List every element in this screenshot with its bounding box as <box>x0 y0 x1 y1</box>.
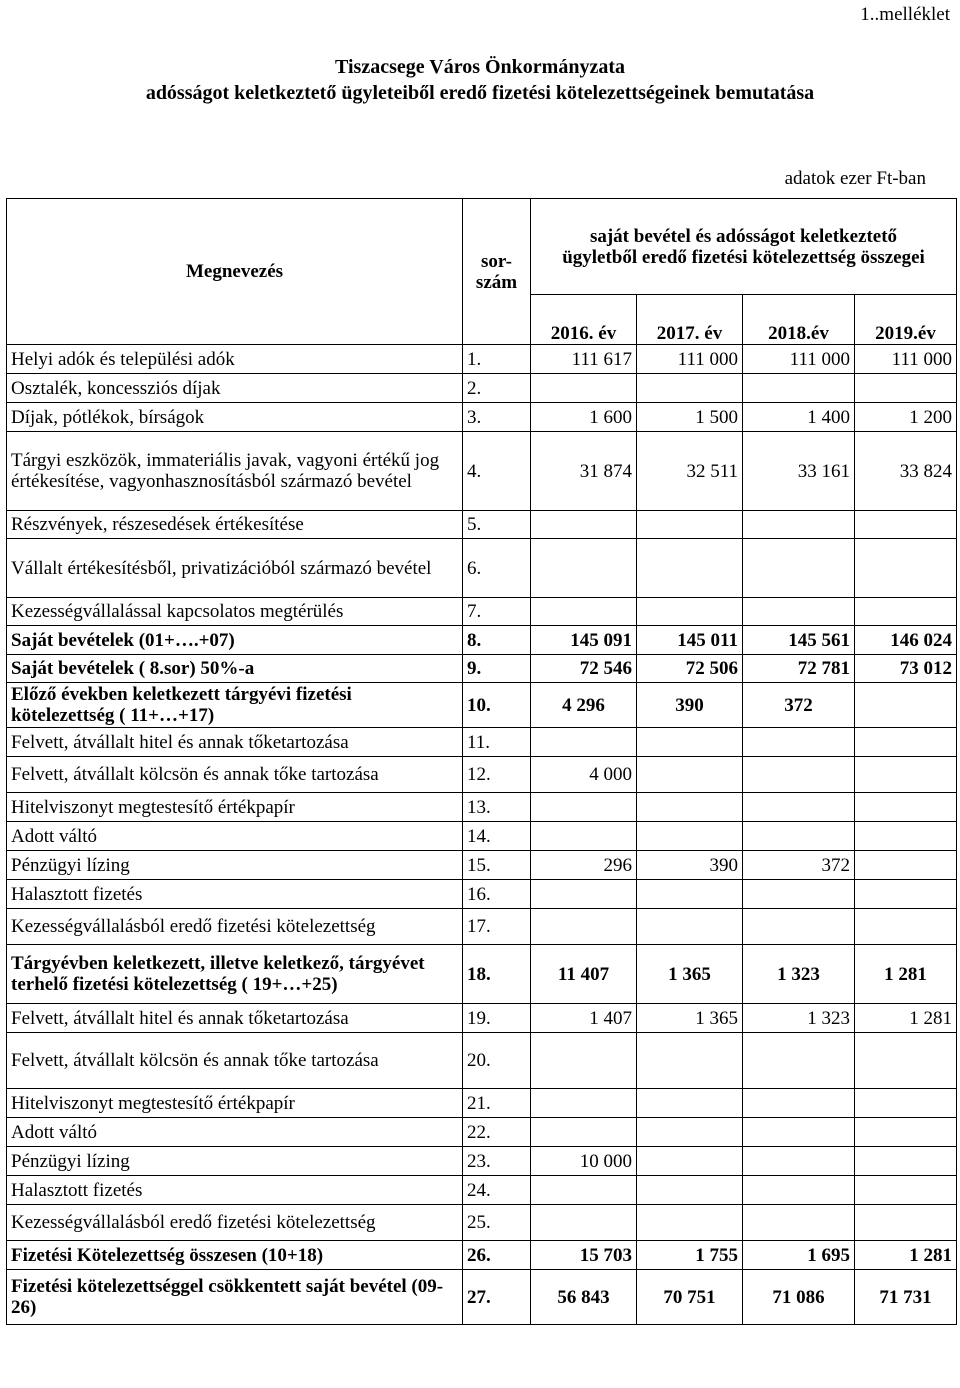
row-name: Halasztott fizetés <box>7 1176 463 1205</box>
row-value <box>855 880 957 909</box>
row-number: 8. <box>463 626 531 655</box>
row-value <box>743 1205 855 1241</box>
row-name: Halasztott fizetés <box>7 880 463 909</box>
header-year: 2019.év <box>855 295 957 345</box>
row-value <box>743 880 855 909</box>
row-value: 56 843 <box>531 1270 637 1325</box>
row-value <box>743 511 855 539</box>
row-value <box>855 1118 957 1147</box>
row-number: 23. <box>463 1147 531 1176</box>
row-name: Hitelviszonyt megtestesítő értékpapír <box>7 793 463 822</box>
row-name: Pénzügyi lízing <box>7 851 463 880</box>
row-value: 145 561 <box>743 626 855 655</box>
row-value: 296 <box>531 851 637 880</box>
header-row-number <box>463 199 531 345</box>
row-value: 146 024 <box>855 626 957 655</box>
row-value <box>637 728 743 757</box>
row-value <box>531 728 637 757</box>
header-year: 2017. év <box>637 295 743 345</box>
row-value <box>531 880 637 909</box>
row-value <box>743 728 855 757</box>
row-number: 5. <box>463 511 531 539</box>
row-name: Tárgyi eszközök, immateriális javak, vagyoni értékű jog értékesítése, vagyonhasznosításból származó bevétel <box>7 432 463 511</box>
row-value <box>637 757 743 793</box>
row-value: 10 000 <box>531 1147 637 1176</box>
row-value <box>637 1147 743 1176</box>
row-value: 1 200 <box>855 403 957 432</box>
table-row <box>7 757 957 793</box>
row-name: Vállalt értékesítésből, privatizációból származó bevétel <box>7 539 463 598</box>
row-number: 6. <box>463 539 531 598</box>
row-number: 2. <box>463 374 531 403</box>
row-value: 111 000 <box>743 345 855 374</box>
row-number: 25. <box>463 1205 531 1241</box>
row-number: 27. <box>463 1270 531 1325</box>
row-value: 390 <box>637 683 743 728</box>
header-year: 2018.év <box>743 295 855 345</box>
row-value <box>743 1147 855 1176</box>
table-row <box>7 1033 957 1089</box>
table-row <box>7 945 957 1004</box>
row-value <box>855 822 957 851</box>
row-value: 145 011 <box>637 626 743 655</box>
row-value <box>531 1205 637 1241</box>
row-value: 111 000 <box>637 345 743 374</box>
row-value <box>855 374 957 403</box>
header-name: Megnevezés <box>7 199 463 345</box>
row-name: Díjak, pótlékok, bírságok <box>7 403 463 432</box>
row-name: Helyi adók és települési adók <box>7 345 463 374</box>
table-row <box>7 626 957 655</box>
table-row <box>7 851 957 880</box>
row-value <box>637 1089 743 1118</box>
row-value: 1 281 <box>855 945 957 1004</box>
header-amounts-line1: saját bevétel és adósságot keletkeztető <box>589 225 898 247</box>
row-number: 1. <box>463 345 531 374</box>
row-value <box>855 598 957 626</box>
row-value <box>637 1176 743 1205</box>
row-name: Tárgyévben keletkezett, illetve keletkező, tárgyévet terhelő fizetési kötelezettség ( 19+…+25) <box>7 945 463 1004</box>
unit-note: adatok ezer Ft-ban <box>784 168 926 189</box>
header-amounts-line2: ügyletből eredő fizetési kötelezettség összegei <box>562 246 925 268</box>
row-name: Kezességvállalással kapcsolatos megtérülés <box>7 598 463 626</box>
debt-table <box>6 198 957 1325</box>
table-row <box>7 1176 957 1205</box>
row-value <box>855 511 957 539</box>
row-value <box>855 1033 957 1089</box>
row-value: 1 600 <box>531 403 637 432</box>
row-number: 16. <box>463 880 531 909</box>
table-row <box>7 793 957 822</box>
row-value: 11 407 <box>531 945 637 1004</box>
table-row <box>7 511 957 539</box>
row-value: 111 000 <box>855 345 957 374</box>
annex-label: 1..melléklet <box>860 4 950 25</box>
row-name: Felvett, átvállalt hitel és annak tőketartozása <box>7 728 463 757</box>
row-value: 15 703 <box>531 1241 637 1270</box>
row-value <box>855 683 957 728</box>
row-name: Felvett, átvállalt kölcsön és annak tőke tartozása <box>7 1033 463 1089</box>
row-value <box>743 822 855 851</box>
row-value: 372 <box>743 683 855 728</box>
row-value: 31 874 <box>531 432 637 511</box>
row-value <box>637 511 743 539</box>
table-row <box>7 1089 957 1118</box>
row-value <box>531 1089 637 1118</box>
table-row <box>7 822 957 851</box>
document-title: Tiszacsege Város Önkormányzata <box>335 56 625 78</box>
table-row <box>7 1241 957 1270</box>
table-row <box>7 909 957 945</box>
table-row <box>7 728 957 757</box>
table-row <box>7 1147 957 1176</box>
row-name: Pénzügyi lízing <box>7 1147 463 1176</box>
row-value <box>855 851 957 880</box>
row-value: 71 731 <box>855 1270 957 1325</box>
row-value <box>855 1089 957 1118</box>
row-value: 33 161 <box>743 432 855 511</box>
header-amounts <box>531 199 957 295</box>
row-value <box>531 374 637 403</box>
row-value <box>743 1089 855 1118</box>
row-number: 11. <box>463 728 531 757</box>
row-name: Adott váltó <box>7 1118 463 1147</box>
row-value <box>637 909 743 945</box>
row-value <box>531 1118 637 1147</box>
table-row <box>7 598 957 626</box>
header-no-line1: sor- <box>481 250 512 272</box>
row-name: Felvett, átvállalt hitel és annak tőketartozása <box>7 1004 463 1033</box>
row-name: Adott váltó <box>7 822 463 851</box>
row-value <box>637 1118 743 1147</box>
row-value: 33 824 <box>855 432 957 511</box>
row-name: Saját bevételek ( 8.sor) 50%-a <box>7 655 463 683</box>
row-value <box>855 728 957 757</box>
row-number: 9. <box>463 655 531 683</box>
row-value: 1 281 <box>855 1004 957 1033</box>
row-value <box>855 1147 957 1176</box>
row-value <box>743 909 855 945</box>
row-number: 20. <box>463 1033 531 1089</box>
row-value: 72 546 <box>531 655 637 683</box>
row-value <box>531 909 637 945</box>
header-year: 2016. év <box>531 295 637 345</box>
row-value <box>637 1033 743 1089</box>
row-value: 145 091 <box>531 626 637 655</box>
row-name: Osztalék, koncessziós díjak <box>7 374 463 403</box>
row-value: 71 086 <box>743 1270 855 1325</box>
table-row <box>7 403 957 432</box>
row-value: 73 012 <box>855 655 957 683</box>
row-value <box>637 822 743 851</box>
row-number: 17. <box>463 909 531 945</box>
table-row <box>7 655 957 683</box>
row-value: 4 000 <box>531 757 637 793</box>
row-value: 1 323 <box>743 945 855 1004</box>
row-value: 1 755 <box>637 1241 743 1270</box>
row-value <box>637 793 743 822</box>
row-value: 4 296 <box>531 683 637 728</box>
row-name: Felvett, átvállalt kölcsön és annak tőke tartozása <box>7 757 463 793</box>
row-value <box>637 539 743 598</box>
row-number: 14. <box>463 822 531 851</box>
row-value: 111 617 <box>531 345 637 374</box>
row-value: 390 <box>637 851 743 880</box>
row-value <box>855 539 957 598</box>
row-value <box>637 880 743 909</box>
row-value: 1 365 <box>637 1004 743 1033</box>
row-value: 1 400 <box>743 403 855 432</box>
row-value <box>531 1176 637 1205</box>
table-row <box>7 880 957 909</box>
row-value: 72 506 <box>637 655 743 683</box>
header-no-line2: szám <box>475 271 518 293</box>
row-name: Kezességvállalásból eredő fizetési kötelezettség <box>7 909 463 945</box>
row-name: Hitelviszonyt megtestesítő értékpapír <box>7 1089 463 1118</box>
document-subtitle: adósságot keletkeztető ügyleteiből eredő fizetési kötelezettségeinek bemutatása <box>145 82 815 104</box>
table-row <box>7 1270 957 1325</box>
row-value <box>743 757 855 793</box>
row-value <box>637 1205 743 1241</box>
row-value <box>743 793 855 822</box>
row-number: 3. <box>463 403 531 432</box>
row-value: 1 500 <box>637 403 743 432</box>
table-row <box>7 432 957 511</box>
row-value <box>855 793 957 822</box>
table-row <box>7 345 957 374</box>
row-value <box>743 539 855 598</box>
row-value <box>743 374 855 403</box>
row-number: 4. <box>463 432 531 511</box>
row-value: 1 407 <box>531 1004 637 1033</box>
table-row <box>7 539 957 598</box>
row-number: 10. <box>463 683 531 728</box>
row-value <box>743 1176 855 1205</box>
row-name: Saját bevételek (01+….+07) <box>7 626 463 655</box>
row-number: 24. <box>463 1176 531 1205</box>
table-row <box>7 1004 957 1033</box>
row-value <box>531 793 637 822</box>
table-row <box>7 1118 957 1147</box>
row-number: 26. <box>463 1241 531 1270</box>
table-row <box>7 1205 957 1241</box>
table-row <box>7 683 957 728</box>
row-number: 15. <box>463 851 531 880</box>
row-number: 7. <box>463 598 531 626</box>
row-value <box>855 909 957 945</box>
row-value <box>637 598 743 626</box>
row-name: Részvények, részesedések értékesítése <box>7 511 463 539</box>
table-body <box>7 345 957 1325</box>
row-value: 1 695 <box>743 1241 855 1270</box>
row-value <box>531 822 637 851</box>
row-value <box>531 511 637 539</box>
row-value <box>743 1118 855 1147</box>
row-value: 1 323 <box>743 1004 855 1033</box>
row-number: 12. <box>463 757 531 793</box>
row-value: 70 751 <box>637 1270 743 1325</box>
row-value <box>531 1033 637 1089</box>
row-value: 72 781 <box>743 655 855 683</box>
row-value: 32 511 <box>637 432 743 511</box>
row-number: 13. <box>463 793 531 822</box>
row-name: Fizetési Kötelezettség összesen (10+18) <box>7 1241 463 1270</box>
row-number: 22. <box>463 1118 531 1147</box>
row-value <box>743 598 855 626</box>
row-value <box>855 757 957 793</box>
row-value: 1 281 <box>855 1241 957 1270</box>
row-number: 18. <box>463 945 531 1004</box>
row-value <box>855 1205 957 1241</box>
row-value <box>637 374 743 403</box>
row-value <box>531 539 637 598</box>
row-value <box>743 1033 855 1089</box>
row-number: 21. <box>463 1089 531 1118</box>
row-name: Kezességvállalásból eredő fizetési kötelezettség <box>7 1205 463 1241</box>
row-name: Fizetési kötelezettséggel csökkentett saját bevétel (09-26) <box>7 1270 463 1325</box>
table-row <box>7 374 957 403</box>
row-value <box>531 598 637 626</box>
row-value <box>855 1176 957 1205</box>
row-value: 372 <box>743 851 855 880</box>
row-number: 19. <box>463 1004 531 1033</box>
row-value: 1 365 <box>637 945 743 1004</box>
row-name: Előző években keletkezett tárgyévi fizetési kötelezettség ( 11+…+17) <box>7 683 463 728</box>
